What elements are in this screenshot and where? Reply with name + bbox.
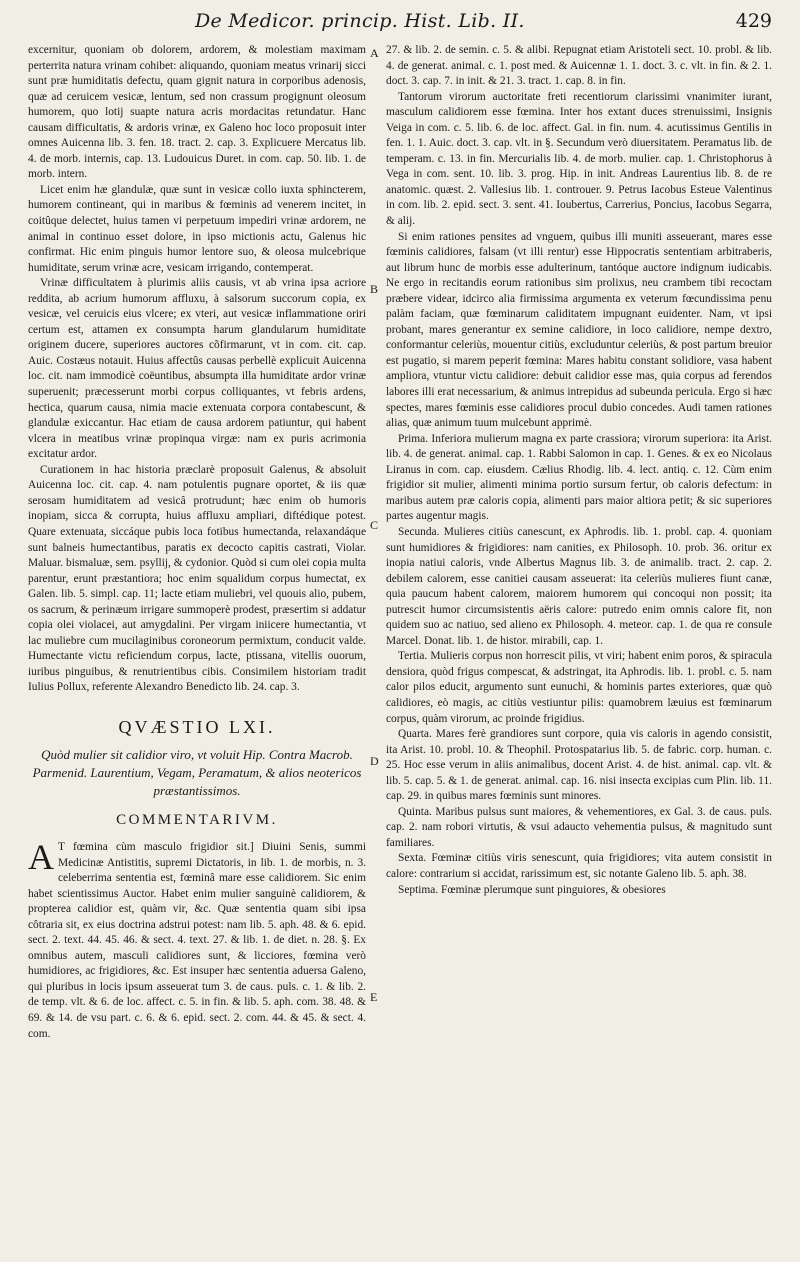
right-paragraph-10: Septima. Fœminæ plerumque sunt pinguiores, & obesiores <box>398 883 666 896</box>
right-paragraph-9: Sexta. Fœminæ citiùs viris senescunt, quia frigidiores; vita autem consistit in calore: contrarium si accidat, rarissimum est, sic notante Galeno lib. 5. aph. 38. <box>386 852 772 880</box>
left-paragraph-2: Licet enim hæ glandulæ, quæ sunt in vesicæ collo iuxta sphincterem, humorem contineant, qui in maribus & fœminis ad venerem incitet, in coitûque delectet, huius tamen vi perpetuum impediri vrinæ ardorem, ne animal in continuo esset dolore, in ipso mictionis actu, Galenus hic confirmat. Hic enim pinguis humor lentore suo, & oleosa mulcebrique humiditate, serum vrinæ acre, vesicam irrigando, contemperat. <box>28 183 366 274</box>
right-paragraph-5: Secunda. Mulieres citiùs canescunt, ex Aphrodis. lib. 1. probl. cap. 4. quoniam sunt humidiores & frigidiores: nam canities, ex Philosoph. 10. prob. 36. oritur ex inopia natiui caloris, vnde Albertus Magnus lib. 3. de animalib. tract. 2. cap. 2. debilem calorem, esse canitiei causam asseuerat: ita celeriùs mulieres fiunt canæ, quia paucum habent calorem, maiorem humorem qui concoqui non possit; ita putrescit humor circumsistentis aëris calore: putredo enim omnis calore fit, non quidem suo ac natiuo, sed alieno ex Philosoph. 4. meteor. cap. 1. de qua re consule Marcel. Donat. lib. 1. de histor. mirabili, cap. 1. <box>386 525 772 647</box>
right-paragraph-1: 27. & lib. 2. de semin. c. 5. & alibi. Repugnat etiam Aristoteli sect. 10. probl. & lib. 4. de generat. animal. c. 1. post med. & Auicennæ 1. 1. doct. 3. c. vlt. in fin. & 2. 1. doct. 3. cap. 7. in init. & 21. 3. tract. 1. cap. 8. in fin. <box>386 44 772 88</box>
left-paragraph-5-text: T fœmina cùm masculo frigidior sit.] Diuini Senis, summi Medicinæ Antistitis, supremi Dictatoris, in lib. 1. de morbis, n. 3. celeberrima sententia est, fœminâ mare esse calidiorem. Sic enim habet scientissimus Auctor. Habet enim mulier sanguinè calidiorem, & propterea calidior est, quàm vir, &c. Quæ sententia quam sibi ipsa côtraria sit, ex eius doctrina adstrui potest: nam lib. 5. aph. 48. & 6. epid. sect. 2. text. 44. 45. 46. & sect. 4. text. 27. & lib. 1. de diet. n. 28. §. Ex omnibus autem, masculi calidiores sunt, & licciores, fœmina verò humidiores, ac frigidiores, &c. Est insuper hæc sententia aduersa Galeno, qui pluribus in locis ipsum asseuerat tum 3. de caus. puls. c. 1. & lib. 2. de temp. vlt. & 6. de loc. affect. c. 5. in fin. & lib. 5. aph. com. 38. 48. & 69. & 14. de vsu part. c. 6. & 6. epid. sect. 2. com. 44. & 45. & sect. 4. com. <box>28 840 366 1040</box>
drop-cap: A <box>28 836 54 877</box>
margin-letter-a: A <box>370 46 379 60</box>
right-paragraph-8: Quinta. Maribus pulsus sunt maiores, & vehementiores, ex Gal. 3. de caus. puls. cap. 2. nam robori virtutis, & vsui adaucto vehementia pulsus, & magnitudo sunt familiares. <box>386 805 772 849</box>
question-subtitle: Quòd mulier sit calidior viro, vt voluit Hip. Contra Macrob. Parmenid. Laurentium, Vegam, Peramatum, & alios neotericos præstantissimos. <box>32 746 362 798</box>
page-header <box>0 4 800 40</box>
left-paragraph-5 <box>28 836 366 1042</box>
question-title: QVÆSTIO LXI. <box>118 716 276 737</box>
commentary-heading: COMMENTARIVM. <box>116 811 278 828</box>
left-paragraph-3: Vrinæ difficultatem à plurimis aliis causis, vt ab vrina ipsa acriore reddita, ab acrium humorum affluxu, à salsorum succorum copia, ex vesicæ, vel ceruicis eius vlcere; ex vteri, aut vesicæ inflammatione oriri certum est, attamen ex consumpta harum glandularum humiditate originem ducere, superiores auctores cõfirmarunt, vt in com. cit. cap. Auic. Costæus notauit. Huius affectûs causas perbellè explicuit Auicenna loc. cit. nam immodicè coëuntibus, absumpta illa humiditate ardor vrinæ superuenit; præcesserunt morbi corpus colliquantes, vt febris ardens, hectica, quarum causa, nimia macie extenuata corpora contabescunt, & glandulæ exiccantur. Hac etiam de causa ardorem patiuntur, qui habent vlcera in meatibus vrinæ propinqua virgæ: nam ex puris acrimonia excitatur ardor. <box>28 277 366 461</box>
page-number: 429 <box>735 10 772 32</box>
left-paragraph-1: excernitur, quoniam ob dolorem, ardorem, & molestiam maximam perterrita natura vrinam cohibet: aliquando, quoniam meatus vrinarij sicci sunt præ humiditatis defectu, quam gignit natura in corporibus adenosis, quæ ad ceruicem vesicæ, lentum, sed non crassum progignunt oleosum humorem, quo lotij suapte natura acris mordacitas retundatur. Hanc causam difficultatis, & ardoris vrinæ, ex Galeno hoc loco proposuit inter omnes Auicenna lib. 3. fen. 18. tract. 2. cap. 3. Explicuere Mercatus lib. 4. de morb. internis, cap. 13. Ludouicus Duret. in com. cap. 50. lib. 1. de morb. intern. <box>28 44 366 181</box>
right-paragraph-7: Quarta. Mares ferè grandiores sunt corpore, quia vis caloris in agendo consistit, ita Arist. 10. probl. 10. & Theophil. Protospatarius lib. 5. de fabric. corp. human. c. 25. Hoc esse verum in aliis animalibus, docent Arist. 4. de hist. animal. cap. vlt. & lib. 5. cap. 5. & 1. de generat. animal. cap. 16. nisi insecta excipias cum Plin. lib. 11. cap. 29. in quibus mares fœminis sunt minores. <box>386 728 772 803</box>
right-paragraph-2: Tantorum virorum auctoritate freti recentiorum clarissimi vnanimiter iurant, masculum calidiorem esse fœmina. Inter hos extant duces strenuissimi, Insignis Veiga in com. c. 5. lib. 6. de loc. affect. Gal. in fin. num. 4. acutissimus Gentilis in fen. 1. 1. Auic. doct. 3. cap. vlt. in §. Secundum verò diuersitatem. Peramatus lib. de temperam. c. 13. in fin. Mercurialis lib. 4. de morb. mulier. cap. 1. Christophorus à Vega in com. sent. 10. lib. 3. prog. Hip. in init. Andreas Laurentius lib. 8. de re anatomic. quæst. 2. Vallesius lib. 1. controuer. 9. Petrus Iacobus Esteue Valentinus in com. lib. 2. epid. sect. 3. sent. 41. Ioubertus, Carrerius, Poncius, Iacobus Segarra, & alij. <box>386 90 772 228</box>
margin-letter-e: E <box>370 990 378 1004</box>
right-paragraph-6: Tertia. Mulieris corpus non horrescit pilis, vt viri; habent enim poros, & spiracula densiora, quòd frigus compescat, & adstringat, ita Aphrodis. lib. 1. probl. c. 5. nam calor pilos educit, argumento sunt eunuchi, & hominis partes exteriores, quæ quò calidiores, eò magis, ac citiùs vestiuntur pilis: quamobrem læuius est fœminarum corpus, quàm virorum, ac proinde frigidius. <box>386 650 772 725</box>
right-paragraph-3: Si enim rationes pensites ad vnguem, quibus illi muniti asseuerant, mares esse fœminis calidiores, falsam (vt illi rentur) esse Hippocratis sententiam arbitraberis, aut librum hunc de morbis esse adulterinum, tantóque auctore indignum iudicabis. Ne ergo in recitandis eorum rationibus sim prolixus, neu crambem tibi recoctam præbere videar, idcirco alia firmissima argumenta ex veterum fœcundissima penu palàm faciam, quæ fœminarum caliditatem impugnant euidenter. Nam, vt ipsi probant, mares generantur ex semine calidiore, in loco calidiore, nempe dextro, conformantur celeriùs, mouentur citiùs, excluduntur celeriùs, & post partum breuior est pugatio, si marem peperit fœmina: Mares habitu constant solidiore, vasa habent ampliora, vtuntur victu calidiore: debuit calidior esse mas, quia corpus ad ferendos labores illi erat necessarium, & animus intrepidus ad subeunda pericula. Ergo si hæc spectes, mares fœminis esse calidiores procul dubio concedes. Audi tamen rationes alias, quæ animum tuum mulcebunt apprimè. <box>386 230 772 430</box>
right-paragraph-4: Prima. Inferiora mulierum magna ex parte crassiora; virorum superiora: ita Arist. lib. 4. de generat. animal. cap. 1. Rabbi Salomon in cap. 1. Genes. & ex eo Nicolaus Liranus in com. cap. eiusdem. Cælius Rhodig. lib. 4. lect. antiq. c. 12. Cùm enim frigidior sit mulier, alimenti minima portio sursum fertur, ob caloris defectum: in maribus autem præ caloris copia, alimenti pars maior altiora petit; & sic superiores partes augentur magis. <box>386 432 772 523</box>
left-column <box>28 43 366 1253</box>
right-column <box>386 43 772 1253</box>
running-title: De Medicor. princip. Hist. Lib. II. <box>195 10 525 32</box>
left-paragraph-4: Curationem in hac historia præclarè proposuit Galenus, & absoluit Auicenna loc. cit. cap. 4. nam potulentis pugnare oportet, & iis quæ serosam humiditatem ad vesicâ protrudunt; hæc enim ob humoris inopiam, sicca & corrupta, huius affluxu ampliari, diftédique potest. Quare extenuata, siccáque pubis loca fotibus humectanda, relaxandáque sunt balneis humectantibus, paratis ex decocto capitis castrati, Violar. Maluar. bismaluæ, sem. psyllij, & cydonior. Quòd si cum olei copia multa parentur, erunt præstantiora; hoc enim squalidum corpus humectat, ex Galen. lib. 5. simpl. cap. 11; lacte etiam muliebri, vel quouis alio, pubem, os sacrum, & perinæum irrigare summoperè prodest, præsertim si addatur copia olei violacei, aut amygdalini. Per virgam iniicere humectantia, vt lac muliebre cum mucilaginibus coroneorum permixtum, conducit valde. Humectante victu reficiendum corpus, lacte, ptissana, vitellis ouorum, iuribus pinguibus, & renutrientibus cibis. Consimilem historiam tradit Iulius Pollux, referente Alexandro Benedicto lib. 24. cap. 3. <box>28 463 366 694</box>
margin-letter-b: B <box>370 282 379 296</box>
margin-letter-d: D <box>370 754 379 768</box>
margin-letter-c: C <box>370 518 379 532</box>
